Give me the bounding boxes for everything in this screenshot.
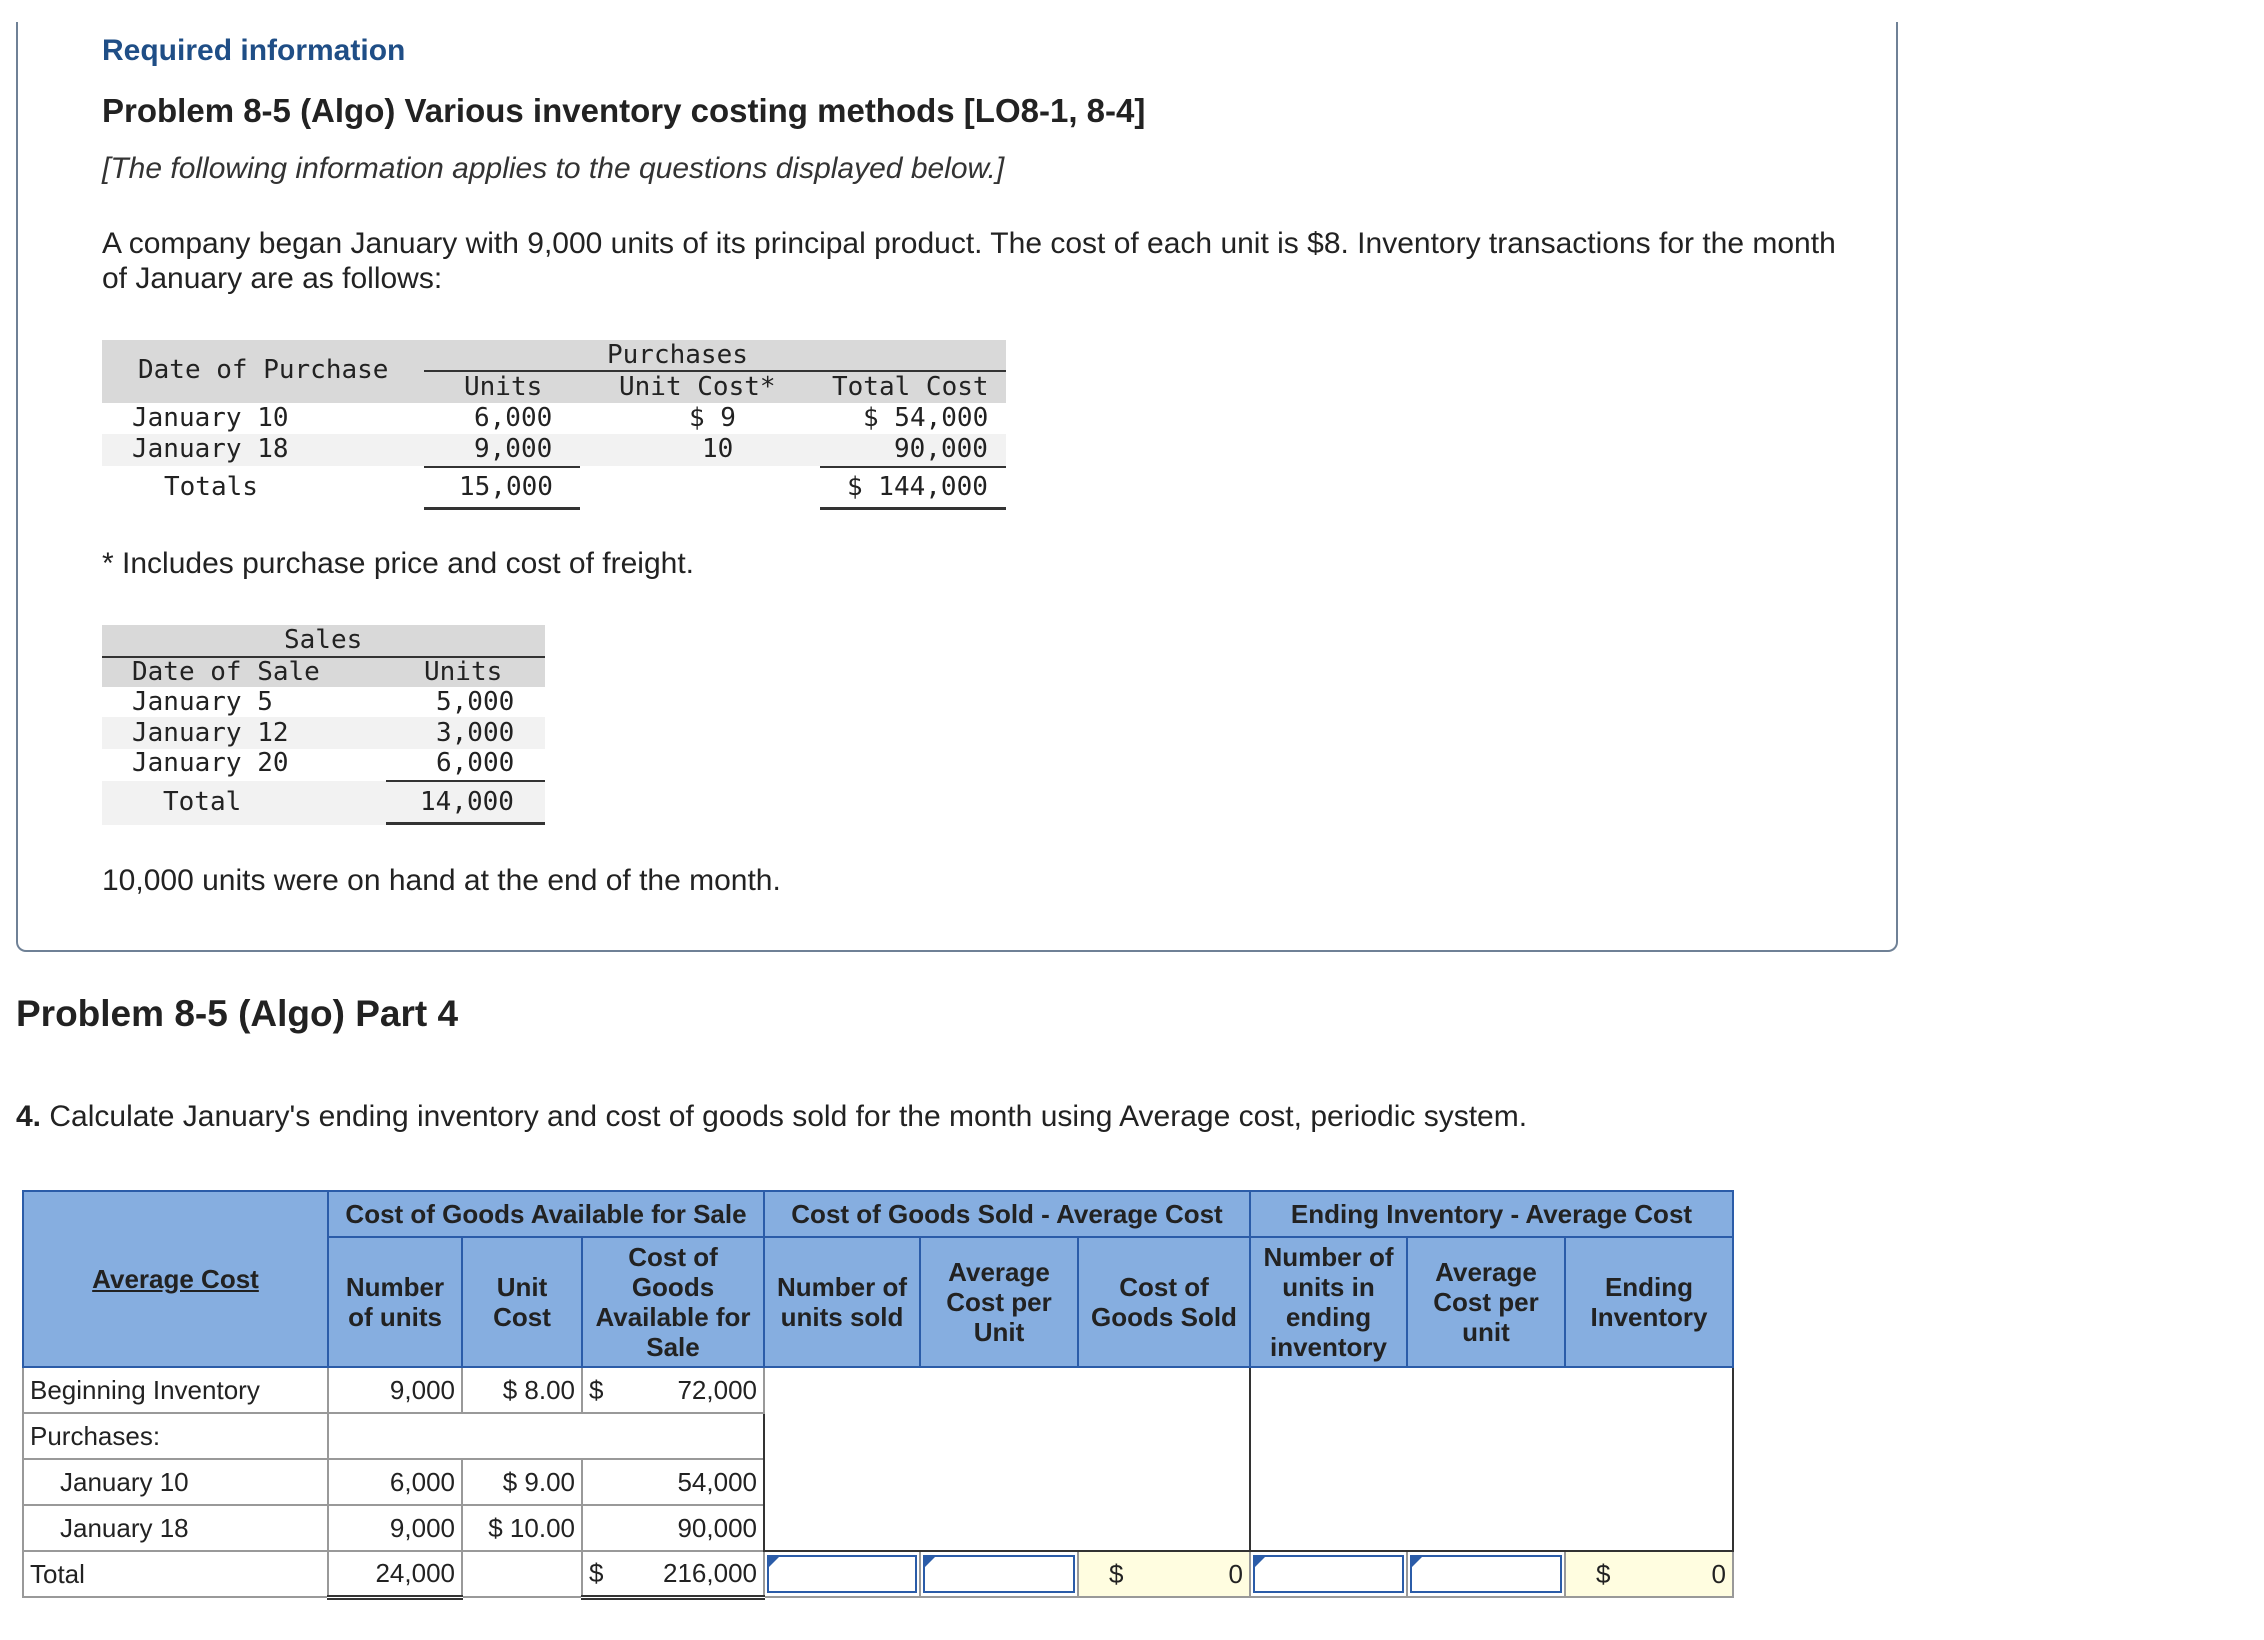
purchase-row-total: 90,000 [894,434,988,464]
col-header-cost-available: Cost of Goods Available for Sale [582,1237,764,1367]
purchases-group-header: Purchases [607,340,748,370]
col-header-units-sold: Number of units sold [764,1237,920,1367]
row-label: Beginning Inventory [23,1367,328,1413]
col-header-unit-cost: Unit Cost [462,1237,582,1367]
average-cost-link[interactable]: Average Cost [92,1264,259,1294]
ending-inventory-total-value: 0 [1711,1558,1726,1589]
row-beginning-inventory [23,1367,1733,1413]
dollar-sign: $ [1596,1558,1611,1589]
units-ending-input-cell [1250,1551,1407,1597]
cell-unit-cost-total [462,1551,582,1597]
sale-row-units: 6,000 [436,748,515,778]
row-label: Purchases: [23,1413,328,1459]
purchase-row-unitcost: $ 9 [689,403,736,433]
purchase-row-date: January 10 [132,403,289,433]
sale-row-units: 5,000 [436,687,515,717]
avg-cost-input-cell [920,1551,1078,1597]
problem-paragraph: A company began January with 9,000 units of its principal product. The cost of each unit is $8. Inventory transactions for the month of January are as follows: [102,227,1836,295]
dollar-sign: $ [589,1374,604,1405]
purchase-row-units: 6,000 [474,403,553,433]
purchase-row-total: $ 54,000 [863,403,989,433]
sales-date-header: Date of Sale [132,657,320,687]
sales-group-header: Sales [284,625,363,655]
dollar-sign: $ [1109,1558,1124,1589]
cell-units: 9,000 [328,1505,462,1551]
cell-units: 9,000 [328,1367,462,1413]
purchase-row-unitcost: 10 [702,434,734,464]
avg-cost-ending-input[interactable] [1410,1555,1562,1593]
sale-row-date: January 5 [132,687,273,717]
ending-inventory-total-cell [1565,1551,1733,1597]
cogs-total-value: 0 [1228,1558,1243,1589]
sale-row-date: January 20 [132,748,289,778]
dollar-sign: $ [589,1557,604,1588]
col-header-number-of-units: Number of units [328,1237,462,1367]
purchases-totals-cost: $ 144,000 [847,472,988,502]
col-header-cogs: Cost of Goods Sold [1078,1237,1250,1367]
row-label: January 10 [23,1459,328,1505]
part-title: Problem 8-5 (Algo) Part 4 [16,993,459,1034]
purchase-row-date: January 18 [132,434,289,464]
row-total [23,1551,1733,1597]
units-ending-input[interactable] [1253,1555,1404,1593]
question-text [16,1100,1527,1134]
cell-cost-available [582,1367,764,1413]
cell-units: 6,000 [328,1459,462,1505]
sales-total-units: 14,000 [420,787,514,817]
sales-total-label: Total [163,787,242,817]
purchases-units-header: Units [464,372,543,402]
cell-cost-value: 216,000 [663,1557,757,1588]
units-on-hand-note: 10,000 units were on hand at the end of the month. [102,864,781,897]
cell-cost-available: 90,000 [582,1505,764,1551]
sales-units-header: Units [424,657,503,687]
cell-unit-cost: $ 9.00 [462,1459,582,1505]
cogs-total-cell [1078,1551,1250,1597]
group-header-available: Cost of Goods Available for Sale [328,1191,764,1237]
cell-unit-cost: $ 8.00 [462,1367,582,1413]
average-cost-worksheet [22,1190,1734,1600]
worksheet-corner-header [23,1191,328,1367]
col-header-units-ending: Number of units in ending inventory [1250,1237,1407,1367]
sale-row-date: January 12 [132,718,289,748]
ending-blank-area [1250,1367,1733,1551]
purchases-empty-cells [328,1413,764,1459]
cell-cost-value: 72,000 [677,1374,757,1405]
purchase-footnote: * Includes purchase price and cost of freight. [102,547,695,580]
problem-title: Problem 8-5 (Algo) Various inventory costing methods [LO8-1, 8-4] [102,92,1146,129]
col-header-avg-cost-per-unit-ending: Average Cost per unit [1407,1237,1565,1367]
sales-table [102,625,545,825]
units-sold-input-cell [764,1551,920,1597]
purchases-table [102,340,1006,512]
question-number: 4. [16,1100,42,1133]
row-label: Total [23,1551,328,1597]
group-header-ending: Ending Inventory - Average Cost [1250,1191,1733,1237]
purchases-totals-label: Totals [164,472,258,502]
question-body: Calculate January's ending inventory and cost of goods sold for the month using Average cost, periodic system. [49,1100,1528,1133]
purchases-totals-units: 15,000 [459,472,553,502]
purchases-totalcost-header: Total Cost [832,372,989,402]
avg-cost-per-unit-input[interactable] [923,1555,1075,1593]
purchase-row-units: 9,000 [474,434,553,464]
required-info-label: Required information [102,34,406,67]
cell-cost-available-total [582,1551,764,1597]
cell-unit-cost: $ 10.00 [462,1505,582,1551]
cogs-blank-area [764,1367,1250,1551]
purchases-date-header: Date of Purchase [138,355,389,385]
purchases-unitcost-header: Unit Cost* [619,372,776,402]
row-label: January 18 [23,1505,328,1551]
units-sold-input[interactable] [767,1555,917,1593]
col-header-avg-cost-per-unit: Average Cost per Unit [920,1237,1078,1367]
cell-units-total: 24,000 [328,1551,462,1597]
sale-row-units: 3,000 [436,718,515,748]
group-header-cogs: Cost of Goods Sold - Average Cost [764,1191,1250,1237]
info-subnote: [The following information applies to the questions displayed below.] [102,152,1005,185]
avg-cost-ending-input-cell [1407,1551,1565,1597]
cell-cost-available: 54,000 [582,1459,764,1505]
col-header-ending-inventory: Ending Inventory [1565,1237,1733,1367]
